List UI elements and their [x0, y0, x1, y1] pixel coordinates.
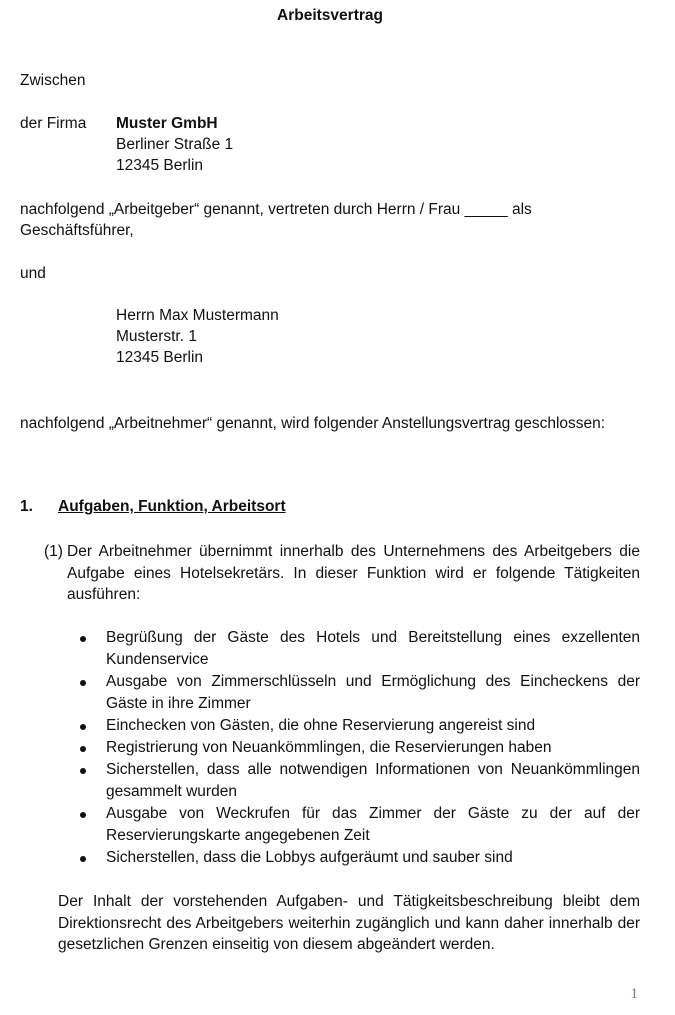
list-item: [80, 803, 640, 847]
paragraph-number: (1): [44, 543, 63, 560]
employer-line-2: Geschäftsführer,: [20, 222, 134, 239]
list-item: [80, 671, 640, 715]
bullet-icon: [80, 680, 86, 686]
bullet-icon: [80, 724, 86, 730]
list-item-text: Registrierung von Neuankömmlingen, die Reservierungen haben: [106, 739, 552, 756]
list-item-text: Sicherstellen, dass die Lobbys aufgeräumt und sauber sind: [106, 849, 513, 866]
list-item-text: Sicherstellen, dass alle notwendigen Informationen von Neuankömmlingen gesammelt wurden: [106, 761, 640, 800]
employee-line: nachfolgend „Arbeitnehmer“ genannt, wird folgender Anstellungsvertrag geschlossen:: [20, 415, 606, 432]
bullet-icon: [80, 636, 86, 642]
bullet-icon: [80, 856, 86, 862]
list-item: [80, 847, 640, 869]
document-title: Arbeitsvertrag: [277, 7, 383, 24]
company-city: 12345 Berlin: [116, 157, 204, 174]
page-number: 1: [630, 986, 638, 1002]
bullet-icon: [80, 746, 86, 752]
employer-line-1: nachfolgend „Arbeitgeber“ genannt, vertreten durch Herrn / Frau _____ als: [20, 201, 532, 218]
bullet-icon: [80, 812, 86, 818]
company-street: Berliner Straße 1: [116, 136, 234, 153]
section-number: 1.: [20, 498, 33, 515]
task-list: [80, 627, 640, 869]
employee-name: Herrn Max Mustermann: [116, 307, 279, 324]
section-title: Aufgaben, Funktion, Arbeitsort: [58, 498, 286, 515]
closing-paragraph: Der Inhalt der vorstehenden Aufgaben- und Tätigkeitsbeschreibung bleibt dem Direktionsrecht des Arbeitgebers weiterhin zugänglich und kann daher innerhalb der gesetzlichen Grenzen einseitig von diesem abgeändert werden.: [58, 893, 640, 953]
zwischen-label: Zwischen: [20, 72, 86, 89]
company-name: Muster GmbH: [116, 115, 218, 132]
list-item: [80, 715, 640, 737]
list-item: [80, 759, 640, 803]
bullet-icon: [80, 768, 86, 774]
employee-city: 12345 Berlin: [116, 349, 204, 366]
paragraph-text: Der Arbeitnehmer übernimmt innerhalb des Unternehmens des Arbeitgebers die Aufgabe eines Hotelsekretärs. In dieser Funktion wird er folgende Tätigkeiten ausführen:: [67, 543, 640, 603]
list-item-text: Einchecken von Gästen, die ohne Reservierung angereist sind: [106, 717, 536, 734]
list-item-text: Ausgabe von Zimmerschlüsseln und Ermöglichung des Eincheckens der Gäste in ihre Zimmer: [106, 673, 640, 712]
und-label: und: [20, 265, 46, 282]
list-item: [80, 737, 640, 759]
employee-street: Musterstr. 1: [116, 328, 197, 345]
list-item-text: Begrüßung der Gäste des Hotels und Bereitstellung eines exzellenten Kundenservice: [106, 629, 640, 668]
list-item: [80, 627, 640, 671]
firma-label: der Firma: [20, 115, 87, 132]
list-item-text: Ausgabe von Weckrufen für das Zimmer der Gäste zu der auf der Reservierungskarte angegebenen Zeit: [106, 805, 640, 844]
